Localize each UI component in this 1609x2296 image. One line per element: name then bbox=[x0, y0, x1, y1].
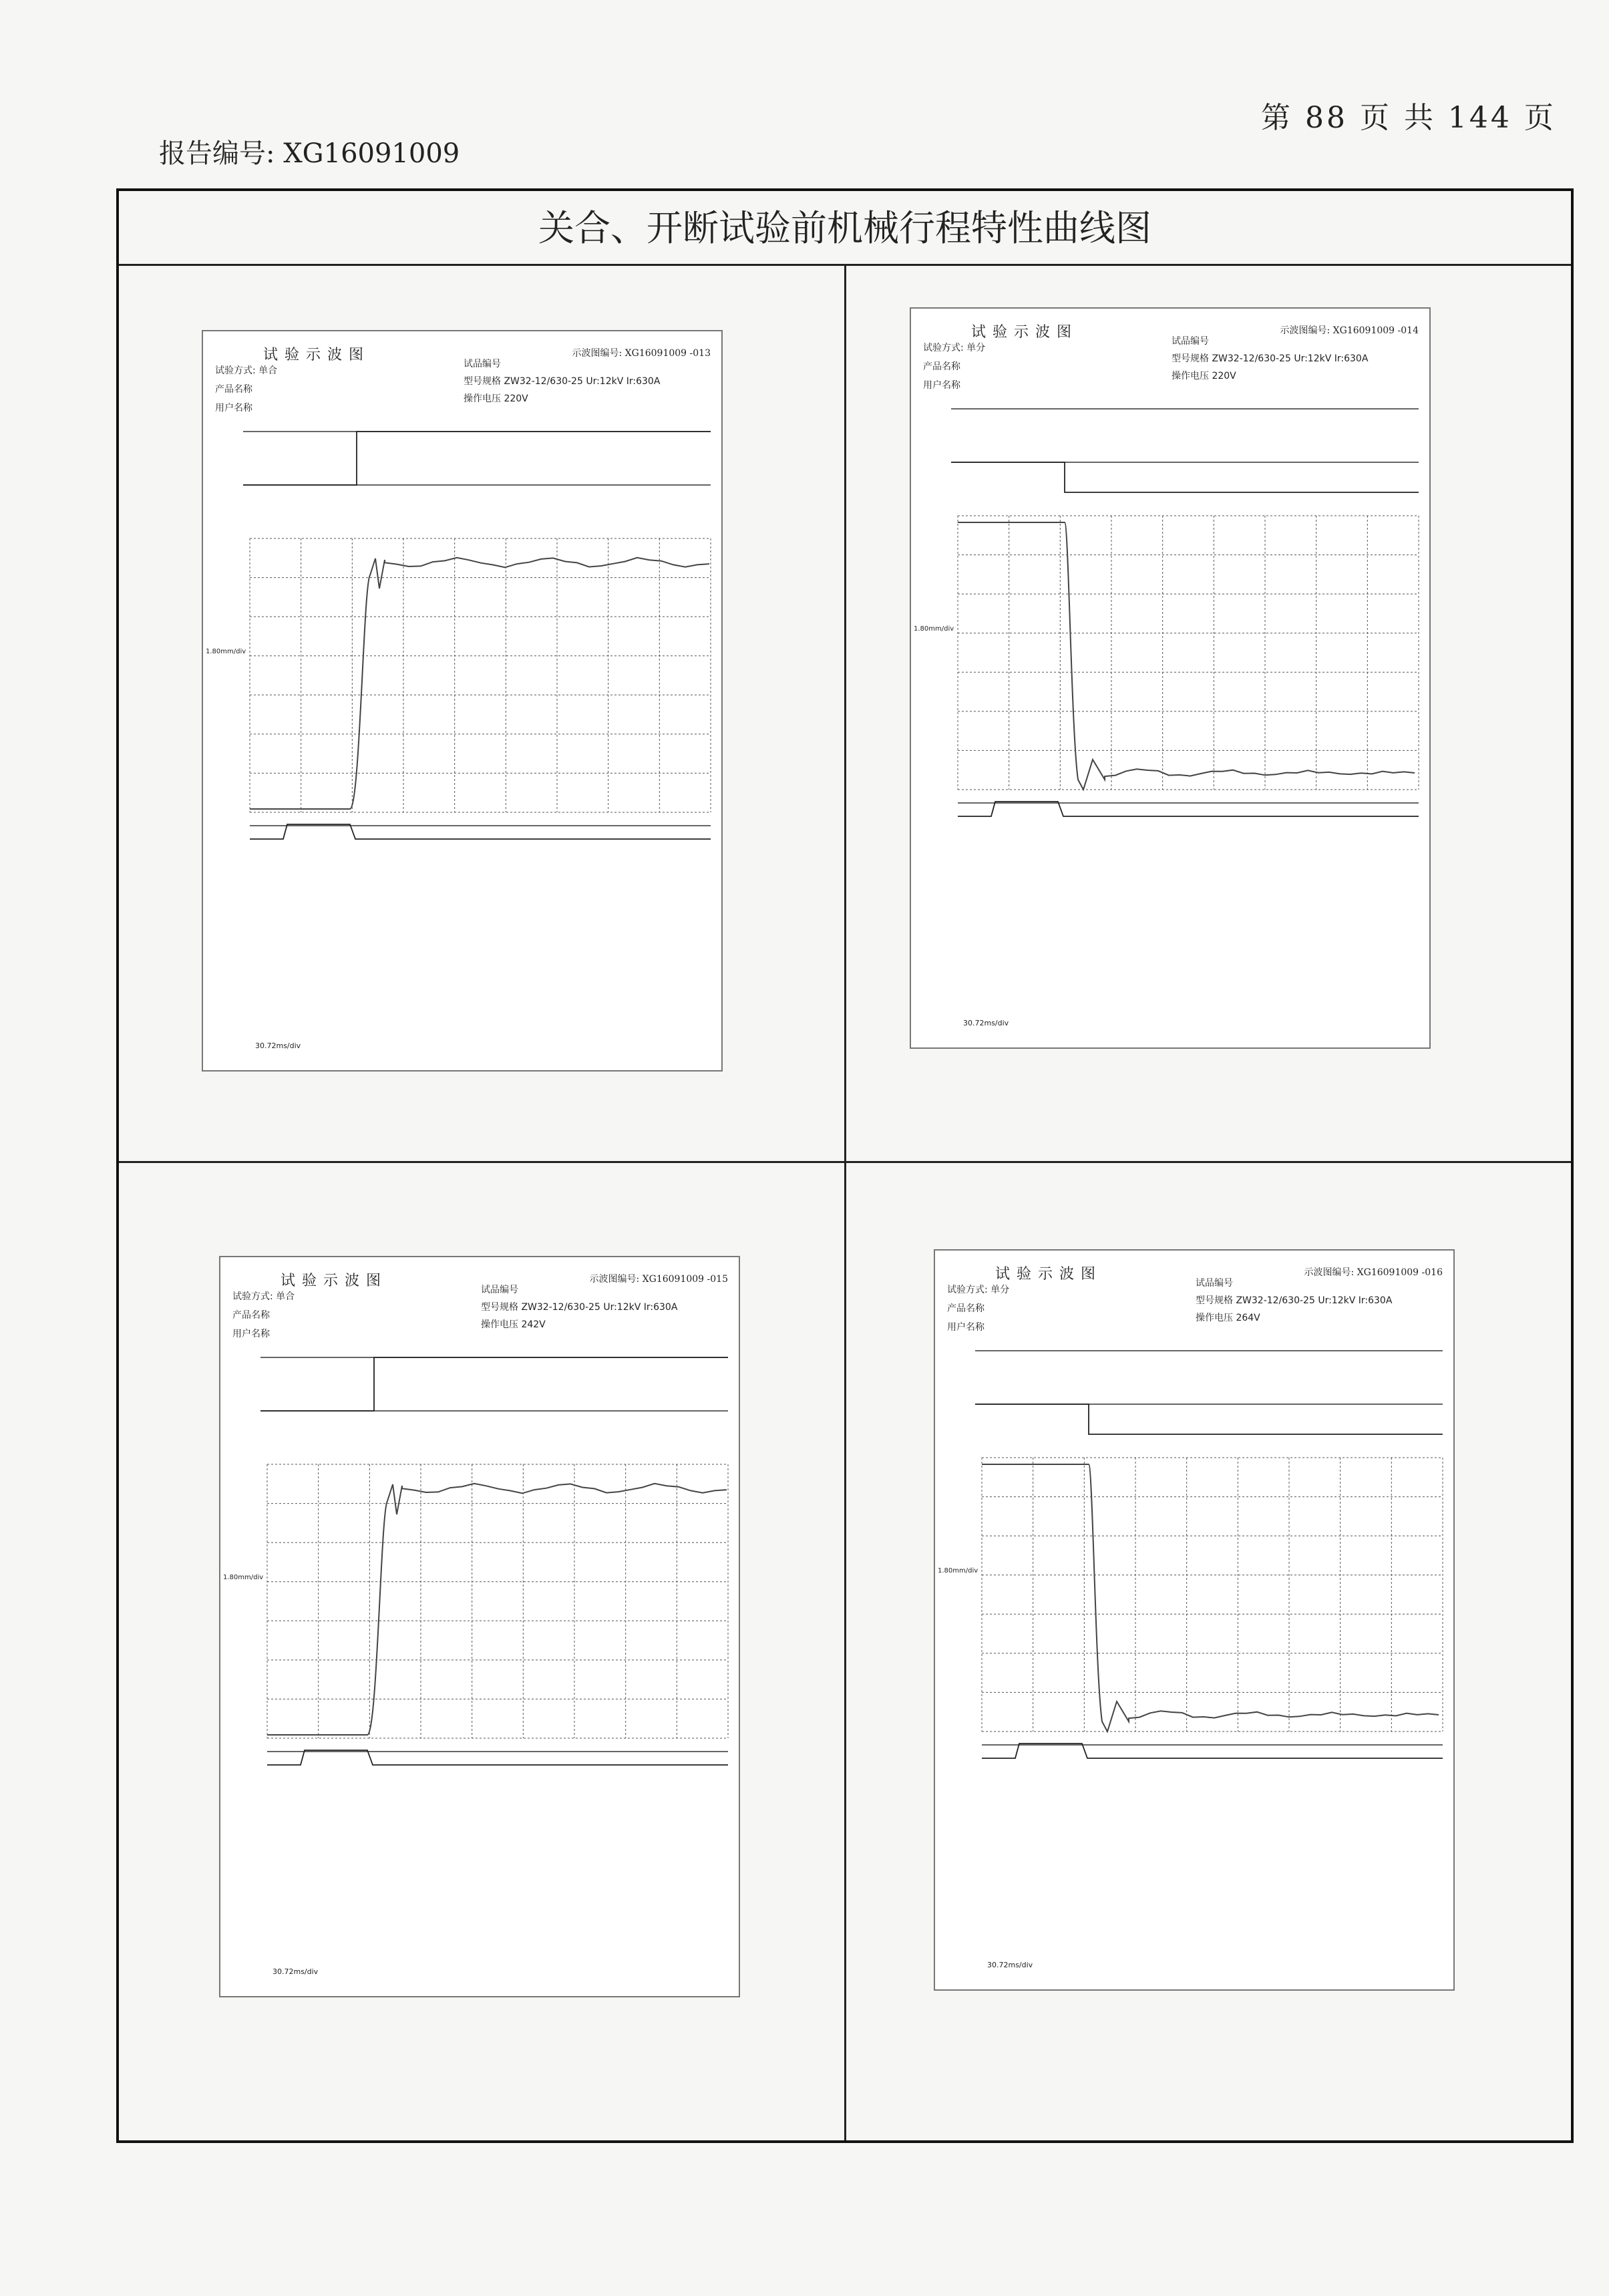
trigger-pulse bbox=[267, 1750, 728, 1765]
travel-curve bbox=[250, 558, 709, 809]
report-number: 报告编号: XG16091009 bbox=[159, 138, 460, 169]
horizontal-divider bbox=[119, 1161, 1571, 1163]
oscillograph-header bbox=[220, 1257, 739, 1351]
y-scale-label: 1.80mm/div bbox=[938, 1567, 978, 1575]
oscillograph-2 bbox=[910, 307, 1431, 1049]
time-scale-label: 30.72ms/div bbox=[255, 1041, 301, 1050]
time-scale-label: 30.72ms/div bbox=[987, 1961, 1033, 1969]
user-name-label: 用户名称 bbox=[923, 380, 960, 391]
auxiliary-signal bbox=[951, 462, 1419, 492]
travel-curve bbox=[267, 1484, 727, 1735]
oscillograph-1 bbox=[202, 330, 723, 1072]
wave-number: 示波图编号: XG16091009 -016 bbox=[1304, 1267, 1443, 1278]
user-name-label: 用户名称 bbox=[215, 403, 252, 414]
auxiliary-signal bbox=[243, 432, 711, 485]
trigger-pulse bbox=[958, 802, 1419, 816]
vertical-divider bbox=[844, 266, 846, 2140]
trigger-pulse bbox=[250, 824, 711, 839]
page-title: 关合、开断试验前机械行程特性曲线图 bbox=[119, 191, 1571, 266]
model-spec: 型号规格 ZW32-12/630-25 Ur:12kV Ir:630A bbox=[481, 1302, 678, 1313]
page-number: 第 88 页 共 144 页 bbox=[1261, 101, 1556, 135]
test-mode: 试验方式: 单合 bbox=[215, 365, 278, 376]
test-mode: 试验方式: 单合 bbox=[232, 1291, 295, 1302]
wave-number: 示波图编号: XG16091009 -014 bbox=[1280, 325, 1419, 336]
travel-curve-plot bbox=[935, 1337, 1453, 1899]
travel-curve-plot bbox=[203, 418, 721, 979]
model-spec: 型号规格 ZW32-12/630-25 Ur:12kV Ir:630A bbox=[464, 376, 661, 387]
scope-title: 试验示波图 bbox=[995, 1266, 1103, 1283]
trigger-pulse bbox=[982, 1744, 1443, 1758]
test-mode: 试验方式: 单分 bbox=[947, 1285, 1010, 1295]
sample-number-label: 试品编号 bbox=[481, 1285, 518, 1295]
oscillograph-header bbox=[935, 1251, 1453, 1344]
sample-number-label: 试品编号 bbox=[1196, 1278, 1233, 1289]
model-spec: 型号规格 ZW32-12/630-25 Ur:12kV Ir:630A bbox=[1172, 353, 1369, 364]
user-name-label: 用户名称 bbox=[232, 1329, 270, 1339]
oscillograph-4 bbox=[934, 1249, 1455, 1991]
auxiliary-signal bbox=[260, 1357, 728, 1411]
y-scale-label: 1.80mm/div bbox=[206, 648, 246, 656]
travel-curve-plot bbox=[220, 1344, 739, 1905]
y-scale-label: 1.80mm/div bbox=[914, 625, 954, 633]
sample-number-label: 试品编号 bbox=[1172, 336, 1209, 347]
operating-voltage: 操作电压 220V bbox=[1172, 371, 1236, 381]
model-spec: 型号规格 ZW32-12/630-25 Ur:12kV Ir:630A bbox=[1196, 1295, 1393, 1306]
product-name-label: 产品名称 bbox=[232, 1310, 270, 1321]
auxiliary-signal bbox=[975, 1404, 1443, 1434]
wave-number: 示波图编号: XG16091009 -015 bbox=[589, 1274, 728, 1285]
product-name-label: 产品名称 bbox=[923, 361, 960, 372]
travel-curve-plot bbox=[911, 395, 1429, 957]
oscillograph-3 bbox=[219, 1256, 740, 1997]
oscillograph-header bbox=[203, 331, 721, 425]
scope-title: 试验示波图 bbox=[263, 347, 371, 363]
user-name-label: 用户名称 bbox=[947, 1322, 985, 1333]
operating-voltage: 操作电压 220V bbox=[464, 393, 528, 404]
time-scale-label: 30.72ms/div bbox=[273, 1967, 319, 1976]
time-scale-label: 30.72ms/div bbox=[963, 1019, 1009, 1027]
scope-title: 试验示波图 bbox=[281, 1273, 388, 1289]
oscillograph-header bbox=[911, 309, 1429, 402]
operating-voltage: 操作电压 242V bbox=[481, 1319, 546, 1330]
travel-curve bbox=[958, 522, 1415, 790]
operating-voltage: 操作电压 264V bbox=[1196, 1313, 1260, 1323]
test-mode: 试验方式: 单分 bbox=[923, 343, 986, 353]
product-name-label: 产品名称 bbox=[215, 384, 252, 395]
sample-number-label: 试品编号 bbox=[464, 359, 501, 369]
scope-title: 试验示波图 bbox=[971, 324, 1079, 341]
wave-number: 示波图编号: XG16091009 -013 bbox=[572, 348, 711, 359]
travel-curve bbox=[982, 1464, 1439, 1732]
product-name-label: 产品名称 bbox=[947, 1303, 985, 1314]
y-scale-label: 1.80mm/div bbox=[223, 1574, 264, 1582]
